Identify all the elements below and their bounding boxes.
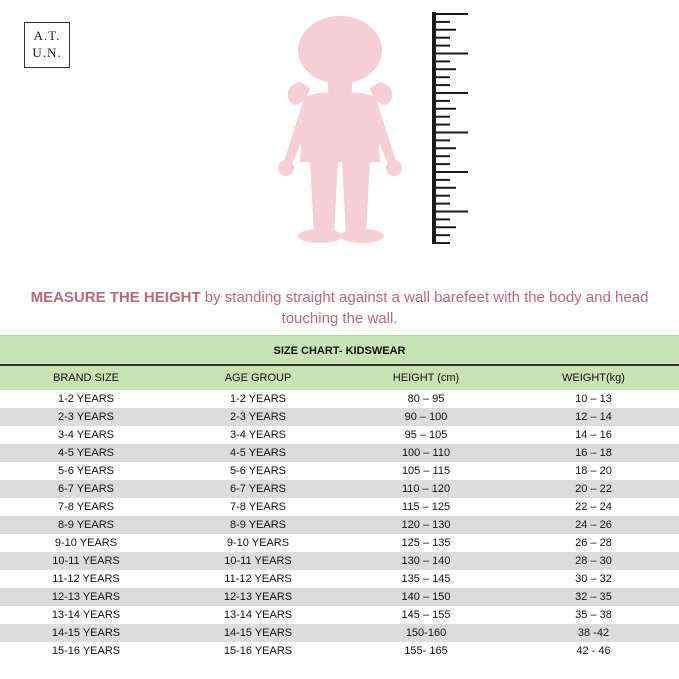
table-row (0, 444, 679, 462)
cell-weight: 24 – 26 (575, 519, 612, 531)
measurement-instruction (30, 287, 649, 329)
cell-weight: 30 – 32 (575, 573, 612, 585)
size-chart-title: SIZE CHART- KIDSWEAR (0, 335, 679, 366)
height-ruler-illustration (428, 12, 468, 244)
cell-height: 105 – 115 (401, 465, 451, 477)
table-row (0, 588, 679, 606)
cell-age-group: 5-6 YEARS (229, 465, 287, 477)
cell-brand-size: 15-16 YEARS (51, 645, 121, 657)
cell-age-group: 13-14 YEARS (223, 609, 293, 621)
cell-age-group: 3-4 YEARS (229, 429, 287, 441)
cell-brand-size: 13-14 YEARS (51, 609, 121, 621)
table-row (0, 408, 679, 426)
header-height: HEIGHT (cm) (392, 372, 460, 384)
cell-age-group: 7-8 YEARS (229, 501, 287, 513)
table-row (0, 624, 679, 642)
cell-height: 130 – 140 (401, 555, 451, 567)
table-body (0, 390, 679, 660)
cell-brand-size: 5-6 YEARS (57, 465, 115, 477)
cell-height: 125 – 135 (401, 537, 451, 549)
cell-weight: 14 – 16 (575, 429, 612, 441)
cell-age-group: 2-3 YEARS (229, 411, 287, 423)
table-header-row (0, 366, 679, 390)
header-age-group: AGE GROUP (224, 372, 292, 384)
cell-brand-size: 8-9 YEARS (57, 519, 115, 531)
size-chart-table (0, 335, 679, 660)
table-row (0, 390, 679, 408)
table-row (0, 498, 679, 516)
cell-height: 90 – 100 (404, 411, 448, 423)
child-silhouette-illustration (270, 12, 410, 246)
cell-height: 140 – 150 (401, 591, 451, 603)
table-row (0, 534, 679, 552)
cell-age-group: 15-16 YEARS (223, 645, 293, 657)
instruction-body: by standing straight against a wall barefeet with the body and head touching the wall. (200, 289, 649, 327)
table-row (0, 642, 679, 660)
cell-age-group: 11-12 YEARS (224, 573, 292, 585)
table-row (0, 480, 679, 498)
table-row (0, 426, 679, 444)
header-weight: WEIGHT(kg) (562, 372, 625, 384)
cell-brand-size: 2-3 YEARS (57, 411, 115, 423)
cell-brand-size: 7-8 YEARS (57, 501, 115, 513)
cell-brand-size: 4-5 YEARS (57, 447, 115, 459)
cell-age-group: 8-9 YEARS (229, 519, 287, 531)
cell-height: 95 – 105 (404, 429, 448, 441)
table-row (0, 462, 679, 480)
cell-weight: 20 – 22 (575, 483, 612, 495)
cell-weight: 12 – 14 (575, 411, 612, 423)
cell-brand-size: 12-13 YEARS (51, 591, 121, 603)
cell-height: 120 – 130 (401, 519, 451, 531)
logo-line-1: A.T. (33, 28, 61, 43)
cell-weight: 32 – 35 (575, 591, 612, 603)
cell-height: 80 – 95 (407, 393, 445, 405)
cell-weight: 18 – 20 (575, 465, 612, 477)
header-brand-size: BRAND SIZE (52, 372, 119, 384)
cell-height: 100 – 110 (401, 447, 451, 459)
cell-age-group: 10-11 YEARS (224, 555, 292, 567)
cell-brand-size: 11-12 YEARS (52, 573, 120, 585)
cell-brand-size: 9-10 YEARS (54, 537, 118, 549)
cell-weight: 26 – 28 (575, 537, 612, 549)
cell-weight: 42 - 46 (576, 645, 611, 657)
cell-age-group: 1-2 YEARS (229, 393, 287, 405)
cell-weight: 22 – 24 (575, 501, 612, 513)
cell-weight: 16 – 18 (575, 447, 612, 459)
table-row (0, 516, 679, 534)
cell-age-group: 4-5 YEARS (229, 447, 287, 459)
cell-weight: 10 – 13 (575, 393, 612, 405)
cell-weight: 28 – 30 (575, 555, 612, 567)
table-row (0, 606, 679, 624)
cell-brand-size: 10-11 YEARS (52, 555, 120, 567)
cell-age-group: 6-7 YEARS (229, 483, 287, 495)
instruction-heading: MEASURE THE HEIGHT (30, 289, 201, 306)
cell-height: 145 – 155 (401, 609, 451, 621)
logo-line-2: U.N. (32, 45, 62, 60)
cell-brand-size: 14-15 YEARS (51, 627, 121, 639)
cell-height: 150-160 (405, 627, 447, 639)
table-row (0, 570, 679, 588)
cell-age-group: 14-15 YEARS (223, 627, 293, 639)
cell-height: 115 – 125 (401, 501, 451, 513)
cell-height: 135 – 145 (401, 573, 451, 585)
cell-weight: 38 -42 (577, 627, 610, 639)
cell-height: 110 – 120 (401, 483, 451, 495)
cell-age-group: 9-10 YEARS (226, 537, 290, 549)
cell-height: 155- 165 (404, 645, 448, 657)
cell-brand-size: 6-7 YEARS (57, 483, 115, 495)
table-row (0, 552, 679, 570)
cell-weight: 35 – 38 (575, 609, 612, 621)
cell-brand-size: 3-4 YEARS (57, 429, 115, 441)
cell-brand-size: 1-2 YEARS (57, 393, 115, 405)
cell-age-group: 12-13 YEARS (223, 591, 293, 603)
brand-logo (24, 22, 70, 68)
